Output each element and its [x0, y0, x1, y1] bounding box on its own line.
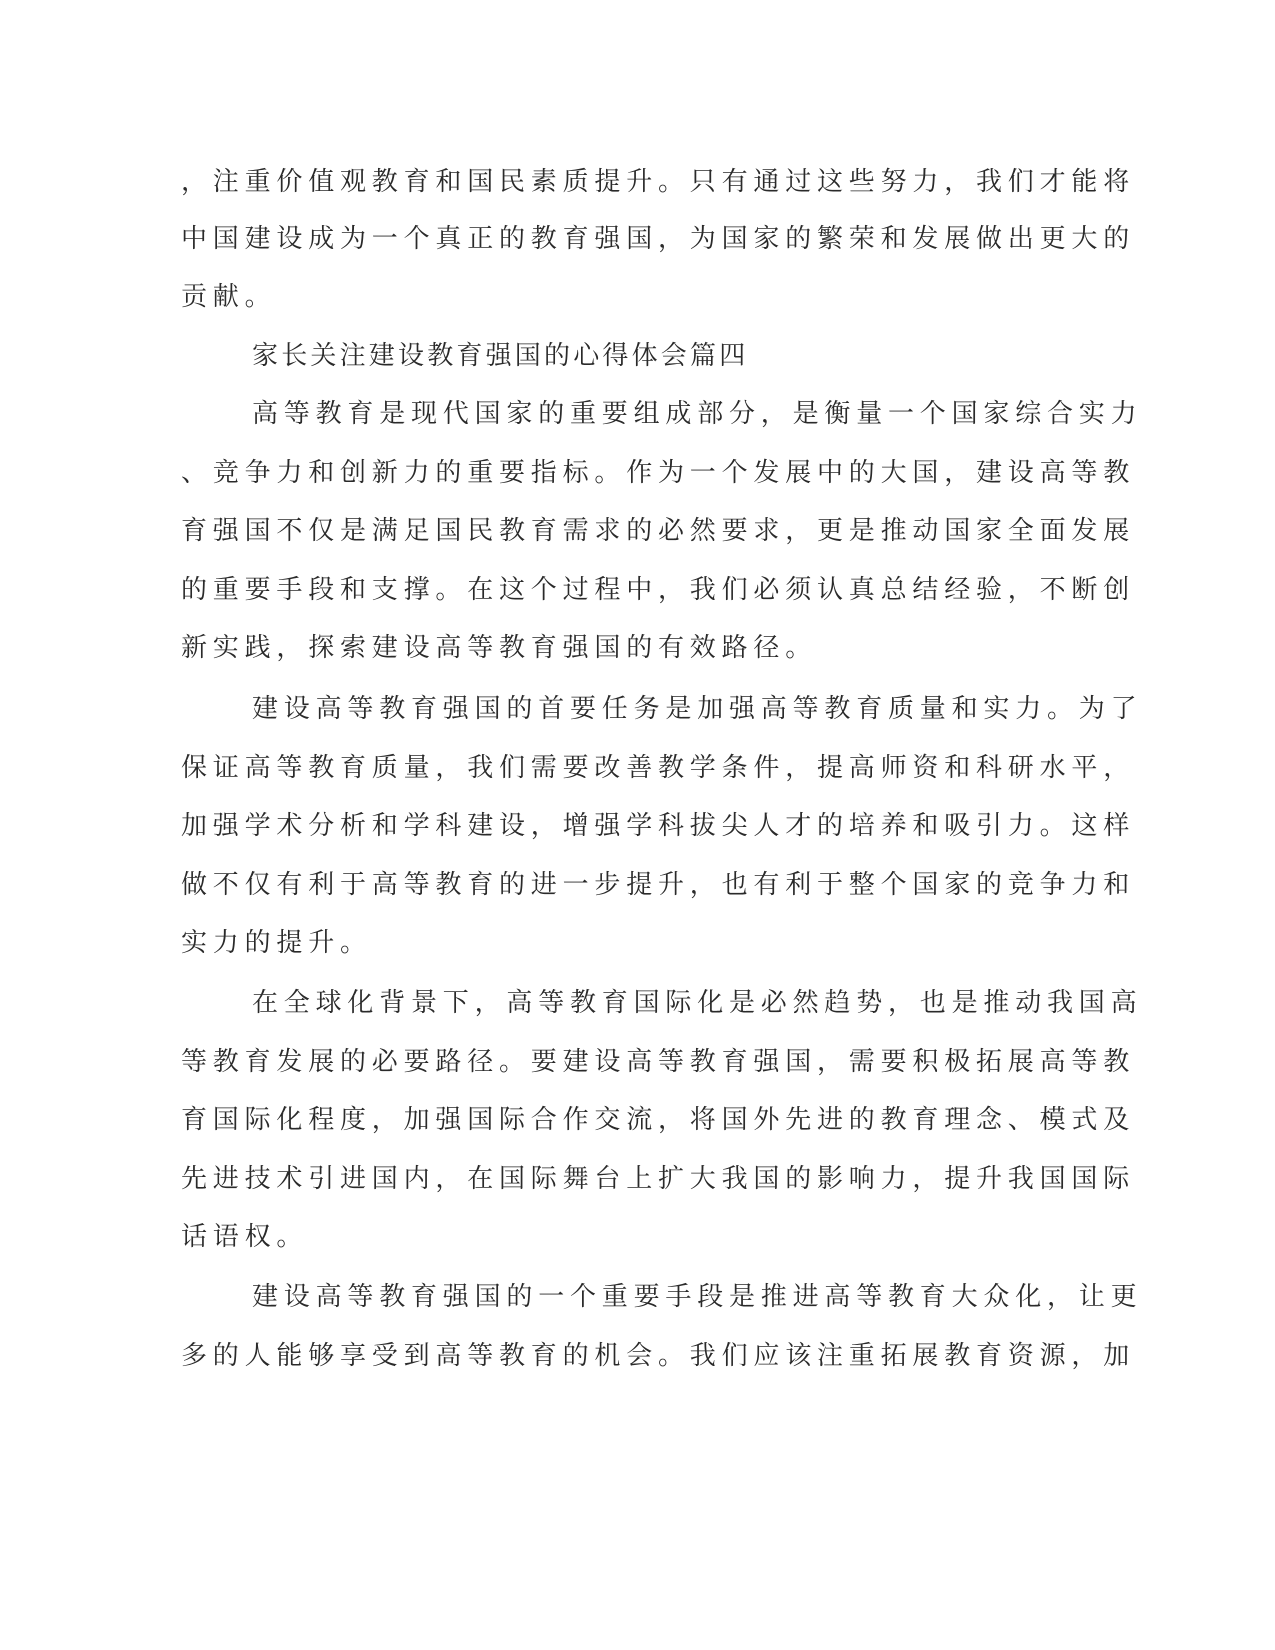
text-line: 建设高等教育强国的一个重要手段是推进高等教育大众化，让更 — [252, 1282, 1143, 1312]
text-line: 保证高等教育质量，我们需要改善教学条件，提高师资和科研水平， — [181, 753, 1136, 783]
text-line: 新实践，探索建设高等教育强国的有效路径。 — [181, 633, 818, 663]
text-line: 实力的提升。 — [181, 928, 372, 958]
text-line: 高等教育是现代国家的重要组成部分，是衡量一个国家综合实力 — [252, 399, 1143, 429]
text-line: 中国建设成为一个真正的教育强国，为国家的繁荣和发展做出更大的 — [181, 224, 1136, 254]
text-line: 话语权。 — [181, 1222, 309, 1252]
text-line: 先进技术引进国内，在国际舞台上扩大我国的影响力，提升我国国际 — [181, 1164, 1136, 1194]
text-line: 育强国不仅是满足国民教育需求的必然要求，更是推动国家全面发展 — [181, 516, 1136, 546]
text-line: 、竞争力和创新力的重要指标。作为一个发展中的大国，建设高等教 — [181, 458, 1136, 488]
text-line: 等教育发展的必要路径。要建设高等教育强国，需要积极拓展高等教 — [181, 1047, 1136, 1077]
text-line: 育国际化程度，加强国际合作交流，将国外先进的教育理念、模式及 — [181, 1105, 1136, 1135]
section-heading: 家长关注建设教育强国的心得体会篇四 — [252, 341, 749, 371]
text-line: 在全球化背景下，高等教育国际化是必然趋势，也是推动我国高 — [252, 988, 1143, 1018]
text-line: ，注重价值观教育和国民素质提升。只有通过这些努力，我们才能将 — [181, 167, 1136, 197]
text-line: 的重要手段和支撑。在这个过程中，我们必须认真总结经验，不断创 — [181, 575, 1136, 605]
text-line: 做不仅有利于高等教育的进一步提升，也有利于整个国家的竞争力和 — [181, 870, 1136, 900]
text-line: 贡献。 — [181, 282, 277, 312]
text-line: 加强学术分析和学科建设，增强学科拔尖人才的培养和吸引力。这样 — [181, 811, 1136, 841]
text-line: 多的人能够享受到高等教育的机会。我们应该注重拓展教育资源，加 — [181, 1341, 1136, 1371]
text-line: 建设高等教育强国的首要任务是加强高等教育质量和实力。为了 — [252, 694, 1143, 724]
